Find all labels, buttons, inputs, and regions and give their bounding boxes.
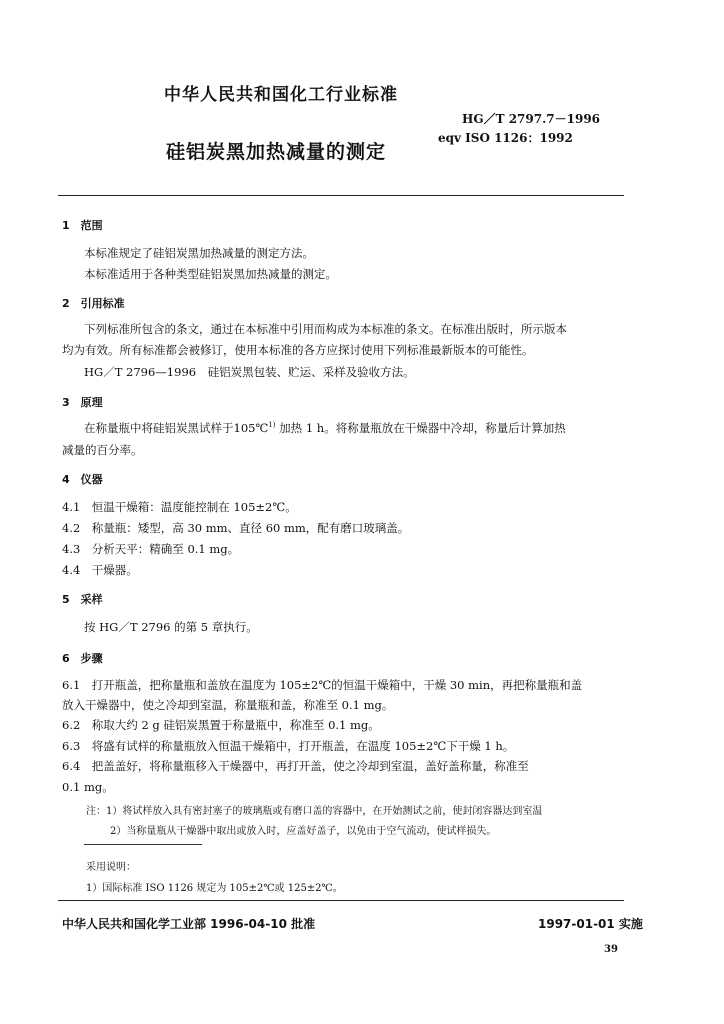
paragraph: 下列标准所包含的条文，通过在本标准中引用而构成为本标准的条文。在标准出版时，所示版本 [84, 322, 567, 336]
list-item: 放入干燥器中，使之冷却到室温，称量瓶和盖，称准至 0.1 mg。 [62, 698, 394, 712]
header-divider [58, 195, 624, 196]
list-item: 0.1 mg。 [62, 780, 114, 794]
list-item: 4.2 称量瓶：矮型，高 30 mm、直径 60 mm，配有磨口玻璃盖。 [62, 521, 410, 535]
paragraph: 减量的百分率。 [62, 443, 143, 457]
list-item: 4.4 干燥器。 [62, 563, 138, 577]
section-heading-sampling: 5 采样 [62, 593, 103, 606]
footnote-divider [84, 844, 202, 845]
paragraph: 按 HG／T 2796 的第 5 章执行。 [84, 620, 258, 634]
principle-text: 加热 1 h。将称量瓶放在干燥器中冷却，称量后计算加热 [279, 421, 566, 435]
section-heading-references: 2 引用标准 [62, 297, 125, 310]
implementation-date: 1997-01-01 实施 [538, 917, 643, 931]
principle-text: 在称量瓶中将硅铝炭黑试样于105℃ [84, 421, 269, 435]
footnote-text: 1）国际标准 ISO 1126 规定为 105±2℃或 125±2℃。 [86, 883, 343, 894]
list-item: 4.1 恒温干燥箱：温度能控制在 105±2℃。 [62, 500, 297, 514]
footnote-label: 采用说明： [86, 862, 136, 873]
note: 2）当称量瓶从干燥器中取出或放入时，应盖好盖子，以免由于空气流动，使试样损失。 [110, 826, 497, 837]
note: 注：1）将试样放入具有密封塞子的玻璃瓶或有磨口盖的容器中，在开始测试之前，使封闭容器达到室温 [86, 806, 543, 817]
paragraph [84, 420, 566, 436]
paragraph: 均为有效。所有标准都会被修订，使用本标准的各方应探讨使用下列标准最新版本的可能性。 [62, 343, 534, 357]
referenced-standard: HG／T 2796—1996 硅铝炭黑包装、贮运、采样及验收方法。 [84, 365, 415, 379]
equivalent-standard: eqv ISO 1126：1992 [438, 131, 573, 145]
paragraph: 本标准适用于各种类型硅铝炭黑加热减量的测定。 [84, 267, 337, 281]
list-item: 6.1 打开瓶盖，把称量瓶和盖放在温度为 105±2℃的恒温干燥箱中，干燥 30 min，再把称量瓶和盖 [62, 678, 583, 692]
document-title: 硅铝炭黑加热减量的测定 [166, 141, 387, 163]
list-item: 6.3 将盛有试样的称量瓶放入恒温干燥箱中，打开瓶盖，在温度 105±2℃下干燥 1 h。 [62, 739, 515, 753]
standard-organization: 中华人民共和国化工行业标准 [164, 85, 398, 105]
list-item: 4.3 分析天平：精确至 0.1 mg。 [62, 542, 240, 556]
list-item: 6.4 把盖盖好，将称量瓶移入干燥器中，再打开盖，使之冷却到室温，盖好盖称量，称准至 [62, 759, 529, 773]
approval-date: 中华人民共和国化学工业部 1996-04-10 批准 [62, 917, 316, 931]
section-heading-procedure: 6 步骤 [62, 652, 103, 665]
page-number: 39 [604, 944, 618, 955]
list-item: 6.2 称取大约 2 g 硅铝炭黑置于称量瓶中，称准至 0.1 mg。 [62, 718, 380, 732]
paragraph: 本标准规定了硅铝炭黑加热减量的测定方法。 [84, 246, 314, 260]
section-heading-principle: 3 原理 [62, 396, 103, 409]
standard-code: HG／T 2797.7－1996 [462, 112, 601, 126]
section-heading-apparatus: 4 仪器 [62, 473, 103, 486]
footnote-marker: 1) [268, 421, 276, 430]
footer-divider [58, 900, 624, 901]
section-heading-scope: 1 范围 [62, 219, 103, 232]
